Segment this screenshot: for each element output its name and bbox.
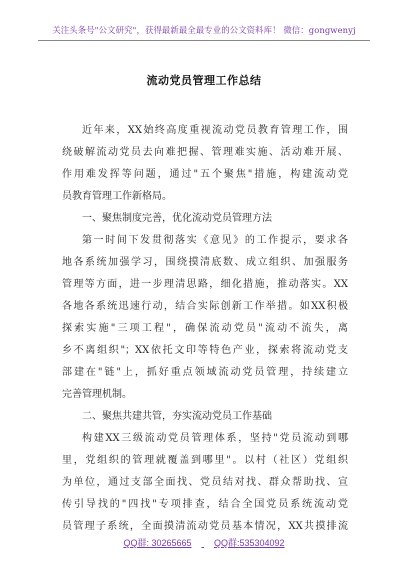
body-line: 作用难发挥等问题，通过"五个聚焦"措施，构建流动党 bbox=[62, 169, 348, 180]
qq-group-1: QQ群: 30265665 bbox=[123, 538, 192, 548]
section-heading-1: 一、聚焦制度完善，优化流动党员管理方法 bbox=[82, 213, 272, 224]
body-line: 地各系统加强学习，围绕摸清底数、成立组织、加强服务 bbox=[62, 257, 348, 268]
document-body bbox=[62, 120, 348, 538]
header-divider bbox=[38, 40, 370, 41]
section-heading-2: 二、聚焦共建共管，夯实流动党员工作基础 bbox=[82, 411, 272, 422]
body-line: 探索实施"三项工程"，确保流动党员"流动不流失，离 bbox=[62, 323, 348, 334]
body-line: 第一时间下发贯彻落实《意见》的工作提示，要求各 bbox=[82, 235, 348, 246]
body-line: 为单位，通过支部全面找、党员结对找、群众帮助找、宣 bbox=[62, 477, 348, 488]
body-line: 近年来，XX始终高度重视流动党员教育管理工作，围 bbox=[82, 125, 348, 136]
body-line: 各地各系统迅速行动，结合实际创新工作举措。如XX积极 bbox=[62, 301, 348, 312]
body-line: 传引导找的"四找"专项排查，结合全国党员系统流动党 bbox=[62, 499, 348, 510]
qq-group-2: QQ群:535304092 bbox=[214, 538, 285, 548]
body-line: 里，党组织的管理就覆盖到哪里"。以村（社区）党组织 bbox=[62, 455, 348, 466]
body-line: 管理等方面，进一步理清思路，细化措施，推动落实。XX bbox=[62, 279, 348, 290]
body-line: 部建在"链"上，抓好重点领域流动党员管理，持续建立 bbox=[62, 367, 348, 378]
body-line: 员管理子系统，全面摸清流动党员基本情况，XX共摸排流 bbox=[62, 521, 348, 532]
body-line: 乡不离组织"；XX依托文印等特色产业，探索将流动党支 bbox=[62, 345, 348, 356]
document-title: 流动党员管理工作总结 bbox=[146, 74, 262, 87]
body-line: 构建XX三级流动党员管理体系，坚持"党员流动到哪 bbox=[82, 433, 348, 444]
body-line: 员教育管理工作新格局。 bbox=[62, 191, 172, 202]
body-line: 完善管理机制。 bbox=[62, 389, 132, 400]
header-promo-note: 关注头条号"公文研究"，获得最新最全最专业的公文资料库！ 微信：gongwenyj bbox=[52, 25, 356, 35]
body-line: 绕破解流动党员去向难把握、管理难实施、活动难开展、 bbox=[62, 147, 348, 158]
footer-qq-groups bbox=[0, 536, 408, 549]
